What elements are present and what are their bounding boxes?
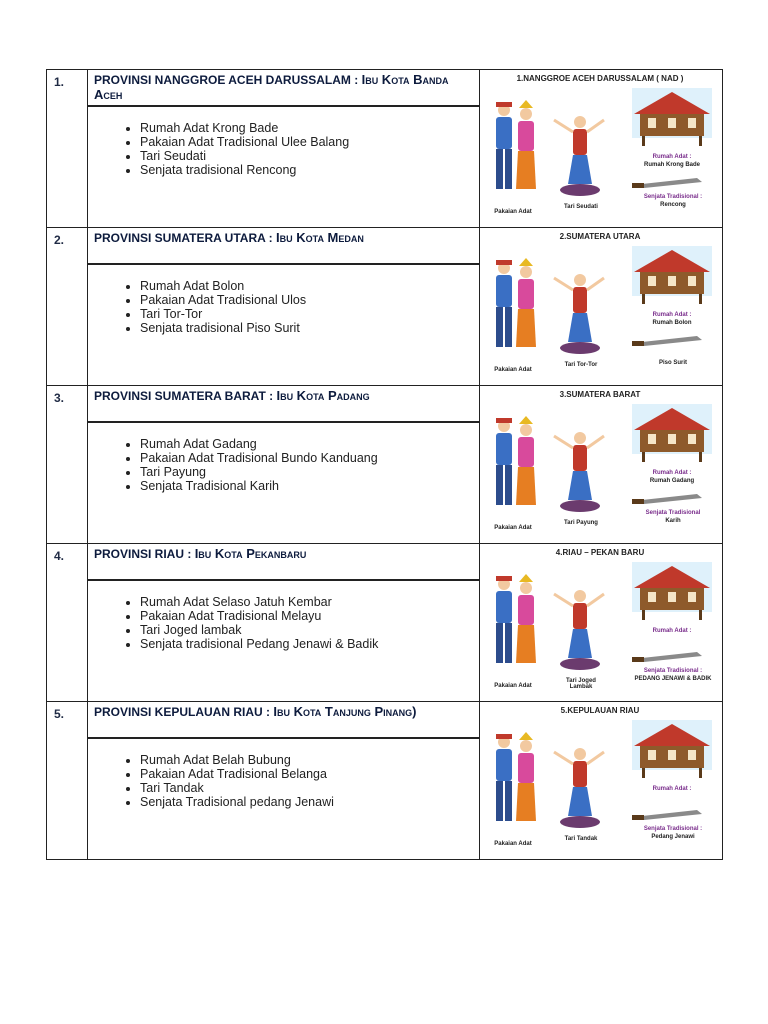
traditional-weapon-icon <box>632 652 702 662</box>
culture-illustration-icon <box>482 72 718 223</box>
couple-figures-icon <box>496 258 536 347</box>
province-title-row <box>47 702 723 739</box>
culture-list <box>88 437 479 493</box>
row-number: 1. <box>47 70 88 228</box>
province-illustration <box>482 230 718 381</box>
label-rumah-adat: Rumah Adat : <box>652 312 692 318</box>
dancer-icon <box>554 590 604 670</box>
illustration-title: 4.RIAU – PEKAN BARU <box>555 548 645 557</box>
label-tari: Tari Payung <box>564 520 598 526</box>
list-item: • Senjata tradisional Rencong <box>140 163 479 177</box>
list-item: • Pakaian Adat Tradisional Belanga <box>140 767 479 781</box>
label-rumah-adat: Rumah Adat : <box>652 628 692 634</box>
province-title-row <box>47 70 723 107</box>
illustration-cell <box>480 386 723 544</box>
label-senjata: PEDANG JENAWI & BADIK <box>634 676 712 682</box>
province-illustration <box>482 72 718 223</box>
list-item: • Rumah Adat Selaso Jatuh Kembar <box>140 595 479 609</box>
culture-illustration-icon <box>482 230 718 381</box>
label-pakaian: Pakaian Adat <box>494 209 532 215</box>
label-pakaian: Pakaian Adat <box>494 841 532 847</box>
list-item: • Tari Joged lambak <box>140 623 479 637</box>
label-rumah: Rumah Bolon <box>652 320 692 326</box>
couple-figures-icon <box>496 732 536 821</box>
province-details <box>88 580 480 702</box>
couple-figures-icon <box>496 574 536 663</box>
label-senjata-tradisional: Senjata Tradisional <box>645 510 701 516</box>
illustration-title: 1.NANGGROE ACEH DARUSSALAM ( NAD ) <box>516 74 684 83</box>
label-senjata-tradisional: Senjata Tradisional : <box>643 668 703 674</box>
culture-illustration-icon <box>482 546 718 697</box>
label-senjata: Pedang Jenawi <box>651 834 695 840</box>
label-pakaian: Pakaian Adat <box>494 367 532 373</box>
traditional-house-icon <box>632 246 712 304</box>
list-item: • Rumah Adat Gadang <box>140 437 479 451</box>
label-pakaian: Pakaian Adat <box>494 683 532 689</box>
province-details <box>88 106 480 228</box>
culture-list <box>88 121 479 177</box>
culture-illustration-icon <box>482 388 718 539</box>
row-number: 5. <box>47 702 88 860</box>
list-item: • Rumah Adat Bolon <box>140 279 479 293</box>
list-item: • Senjata Tradisional Karih <box>140 479 479 493</box>
dancer-icon <box>554 432 604 512</box>
label-tari: Tari Tor-Tor <box>564 362 598 368</box>
traditional-weapon-icon <box>632 336 702 346</box>
list-item: • Rumah Adat Belah Bubung <box>140 753 479 767</box>
label-rumah-adat: Rumah Adat : <box>652 154 692 160</box>
label-tari: Tari Tandak <box>564 836 598 842</box>
label-pakaian: Pakaian Adat <box>494 525 532 531</box>
illustration-cell <box>480 544 723 702</box>
province-title-row <box>47 544 723 581</box>
traditional-weapon-icon <box>632 494 702 504</box>
dancer-icon <box>554 116 604 196</box>
row-number: 3. <box>47 386 88 544</box>
province-title: PROVINSI NANGGROE ACEH DARUSSALAM : Ibu Kota Banda Aceh <box>88 70 480 107</box>
dancer-icon <box>554 748 604 828</box>
row-number: 2. <box>47 228 88 386</box>
province-title: PROVINSI RIAU : Ibu Kota Pekanbaru <box>88 544 480 581</box>
province-illustration <box>482 704 718 855</box>
province-details <box>88 738 480 860</box>
label-senjata-tradisional: Senjata Tradisional : <box>643 194 703 200</box>
traditional-house-icon <box>632 88 712 146</box>
culture-list <box>88 279 479 335</box>
culture-list <box>88 595 479 651</box>
province-title: PROVINSI KEPULAUAN RIAU : Ibu Kota Tanjung Pinang) <box>88 702 480 739</box>
illustration-title: 2.SUMATERA UTARA <box>559 232 641 241</box>
province-title: PROVINSI SUMATERA UTARA : Ibu Kota Medan <box>88 228 480 265</box>
list-item: • Pakaian Adat Tradisional Melayu <box>140 609 479 623</box>
illustration-title: 3.SUMATERA BARAT <box>559 390 641 399</box>
province-details <box>88 422 480 544</box>
province-table <box>46 69 723 860</box>
traditional-house-icon <box>632 562 712 620</box>
culture-illustration-icon <box>482 704 718 855</box>
traditional-weapon-icon <box>632 178 702 188</box>
label-rumah: Rumah Gadang <box>649 478 695 484</box>
province-details <box>88 264 480 386</box>
province-illustration <box>482 546 718 697</box>
list-item: • Senjata tradisional Piso Surit <box>140 321 479 335</box>
list-item: • Pakaian Adat Tradisional Ulee Balang <box>140 135 479 149</box>
list-item: • Tari Payung <box>140 465 479 479</box>
list-item: • Rumah Adat Krong Bade <box>140 121 479 135</box>
label-senjata: Rencong <box>660 202 686 208</box>
list-item: • Pakaian Adat Tradisional Ulos <box>140 293 479 307</box>
label-rumah-adat: Rumah Adat : <box>652 786 692 792</box>
couple-figures-icon <box>496 100 536 189</box>
illustration-cell <box>480 228 723 386</box>
label-tari: Tari Joged Lambak <box>566 678 596 690</box>
label-senjata-tradisional: Senjata Tradisional : <box>643 826 703 832</box>
list-item: • Tari Tor-Tor <box>140 307 479 321</box>
illustration-cell <box>480 702 723 860</box>
label-rumah: Rumah Krong Bade <box>643 162 700 168</box>
province-title: PROVINSI SUMATERA BARAT : Ibu Kota Padang <box>88 386 480 423</box>
traditional-house-icon <box>632 720 712 778</box>
list-item: • Senjata Tradisional pedang Jenawi <box>140 795 479 809</box>
province-illustration <box>482 388 718 539</box>
list-item: • Tari Seudati <box>140 149 479 163</box>
dancer-icon <box>554 274 604 354</box>
couple-figures-icon <box>496 416 536 505</box>
label-senjata: Karih <box>665 518 681 524</box>
province-title-row <box>47 386 723 423</box>
label-tari: Tari Seudati <box>564 204 598 210</box>
traditional-weapon-icon <box>632 810 702 820</box>
row-number: 4. <box>47 544 88 702</box>
list-item: • Senjata tradisional Pedang Jenawi & Badik <box>140 637 479 651</box>
culture-list <box>88 753 479 809</box>
list-item: • Tari Tandak <box>140 781 479 795</box>
traditional-house-icon <box>632 404 712 462</box>
illustration-title: 5.KEPULAUAN RIAU <box>560 706 640 715</box>
province-title-row <box>47 228 723 265</box>
list-item: • Pakaian Adat Tradisional Bundo Kanduang <box>140 451 479 465</box>
label-senjata: Piso Surit <box>658 360 687 366</box>
label-rumah-adat: Rumah Adat : <box>652 470 692 476</box>
illustration-cell <box>480 70 723 228</box>
